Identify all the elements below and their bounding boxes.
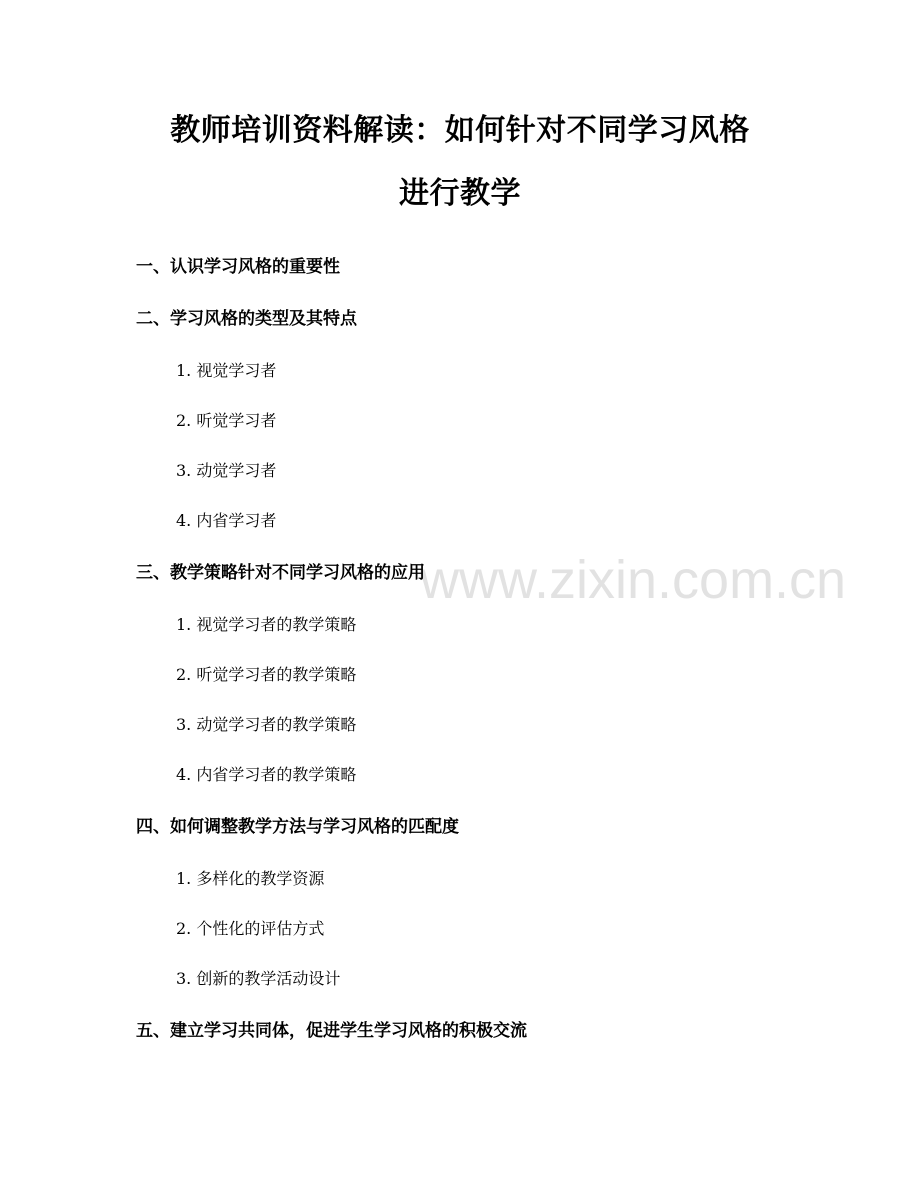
list-item: 3. 动觉学习者: [176, 461, 277, 480]
list-item: 2. 听觉学习者的教学策略: [176, 665, 357, 684]
section-heading-5: 五、建立学习共同体，促进学生学习风格的积极交流: [136, 1021, 527, 1041]
list-item: 2. 个性化的评估方式: [176, 919, 325, 938]
list-item: 1. 视觉学习者: [176, 361, 277, 380]
section-heading-4: 四、如何调整教学方法与学习风格的匹配度: [136, 817, 459, 837]
list-item: 4. 内省学习者的教学策略: [176, 765, 357, 784]
list-item: 1. 多样化的教学资源: [176, 869, 325, 888]
page-title-line-2: 进行教学: [399, 176, 521, 211]
section-heading-1: 一、认识学习风格的重要性: [136, 257, 340, 277]
watermark: www.zixin.com.cn: [420, 550, 847, 610]
list-item: 3. 创新的教学活动设计: [176, 969, 341, 988]
page-title-line-1: 教师培训资料解读：如何针对不同学习风格: [170, 113, 750, 148]
list-item: 4. 内省学习者: [176, 511, 277, 530]
section-heading-3: 三、教学策略针对不同学习风格的应用: [136, 563, 425, 583]
list-item: 1. 视觉学习者的教学策略: [176, 615, 357, 634]
list-item: 2. 听觉学习者: [176, 411, 277, 430]
list-item: 3. 动觉学习者的教学策略: [176, 715, 357, 734]
section-heading-2: 二、学习风格的类型及其特点: [136, 309, 357, 329]
